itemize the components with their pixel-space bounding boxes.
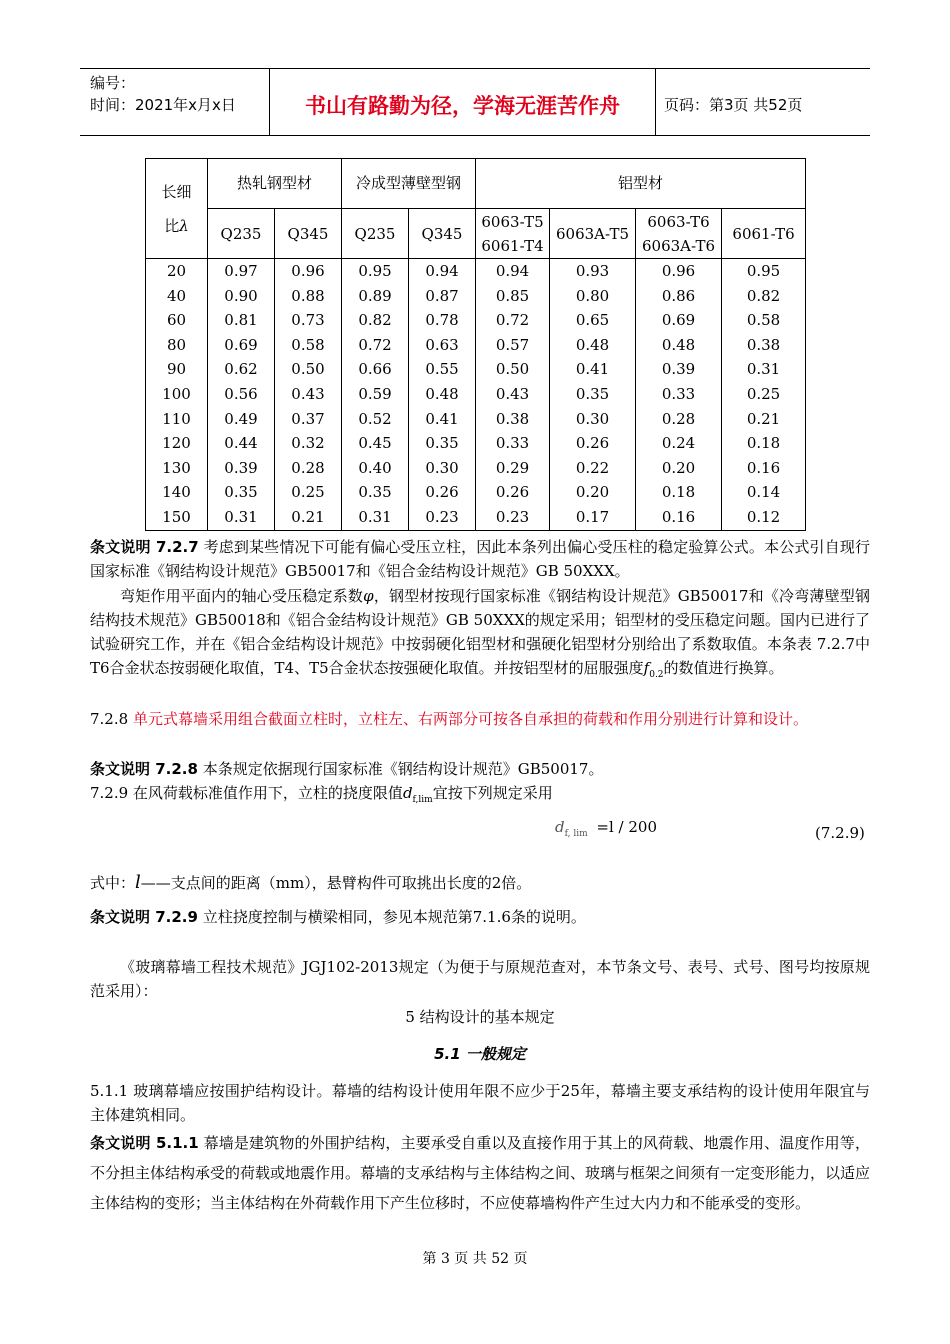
table-body <box>146 259 806 531</box>
formula-number: (7.2.9) <box>815 824 865 842</box>
clause-number-7-2-8: 7.2.8 <box>90 710 129 728</box>
value-cell: 0.33 <box>476 431 550 456</box>
value-cell: 0.65 <box>550 308 636 333</box>
value-cell: 0.50 <box>476 357 550 382</box>
value-cell: 0.90 <box>208 284 275 309</box>
lambda-cell: 140 <box>146 480 208 505</box>
sub-header-2 <box>342 209 409 259</box>
value-cell: 0.72 <box>476 308 550 333</box>
header-slenderness <box>146 159 208 259</box>
paragraph-phi <box>90 584 870 687</box>
d-symbol: d <box>402 784 413 802</box>
value-cell: 0.20 <box>636 456 722 481</box>
value-cell: 0.16 <box>636 505 722 530</box>
value-cell: 0.55 <box>409 357 476 382</box>
value-cell: 0.96 <box>275 259 342 284</box>
lambda-cell: 40 <box>146 284 208 309</box>
note-label-7-2-9: 条文说明 7.2.9 <box>90 908 198 926</box>
value-cell: 0.35 <box>550 382 636 407</box>
value-cell: 0.32 <box>275 431 342 456</box>
paragraph-7-2-8-note <box>90 757 870 781</box>
value-cell: 0.28 <box>636 407 722 432</box>
lambda-cell: 130 <box>146 456 208 481</box>
value-cell: 0.62 <box>208 357 275 382</box>
value-cell: 0.69 <box>636 308 722 333</box>
f-symbol: f <box>643 659 650 677</box>
sub-header-7 <box>722 209 806 259</box>
value-cell: 0.95 <box>722 259 806 284</box>
clause-text-7-2-9b: 宜按下列规定采用 <box>432 784 553 802</box>
header-meta <box>90 72 236 116</box>
clause-5-1-1: 5.1.1 玻璃幕墙应按围护结构设计。幕墙的结构设计使用年限不应少于25年，幕墙主要支承结构的设计使用年限宜与主体建筑相同。 <box>90 1082 870 1124</box>
value-cell: 0.14 <box>722 480 806 505</box>
value-cell: 0.93 <box>550 259 636 284</box>
value-cell: 0.52 <box>342 407 409 432</box>
value-cell: 0.41 <box>550 357 636 382</box>
paragraph-7-2-7-note <box>90 535 870 583</box>
value-cell: 0.31 <box>722 357 806 382</box>
formula-7-2-9 <box>555 818 657 839</box>
value-cell: 0.81 <box>208 308 275 333</box>
header-time: 时间：2021年x月x日 <box>90 96 236 114</box>
sub-header-5 <box>550 209 636 259</box>
section-heading-5-1: 5.1 一般规定 <box>434 1045 526 1063</box>
value-cell: 0.16 <box>722 456 806 481</box>
value-cell: 0.38 <box>476 407 550 432</box>
value-cell: 0.78 <box>409 308 476 333</box>
header-slenderness-line1: 长细 <box>161 182 192 201</box>
value-cell: 0.20 <box>550 480 636 505</box>
lambda-cell: 150 <box>146 505 208 530</box>
formula-subscript: f, lim <box>564 829 588 839</box>
sub-header-3 <box>409 209 476 259</box>
footer-page-number: 第 3 页 共 52 页 <box>422 1251 528 1267</box>
value-cell: 0.28 <box>275 456 342 481</box>
paragraph-jgj102: 《玻璃幕墙工程技术规范》JGJ102-2013规定（为便于与原规范查对，本节条文号、表号、式号、图号均按原规范采用）： <box>90 958 870 1000</box>
f-subscript: 0.2 <box>649 670 664 680</box>
note-text-7-2-7: 考虑到某些情况下可能有偏心受压立柱，因此本条列出偏心受压柱的稳定验算公式。本公式引自现行国家标准《钢结构设计规范》GB50017和《铝合金结构设计规范》GB 50XXX。 <box>90 538 870 580</box>
value-cell: 0.33 <box>636 382 722 407</box>
value-cell: 0.58 <box>275 333 342 358</box>
value-cell: 0.50 <box>275 357 342 382</box>
paragraph-7-2-9-note <box>90 905 870 929</box>
value-cell: 0.58 <box>722 308 806 333</box>
value-cell: 0.21 <box>722 407 806 432</box>
value-cell: 0.59 <box>342 382 409 407</box>
value-cell: 0.97 <box>208 259 275 284</box>
header-cold-formed: 冷成型薄壁型钢 <box>342 159 476 209</box>
sub-header-line2: 6063A-T6 <box>641 236 716 255</box>
sub-header-0 <box>208 209 275 259</box>
table-row <box>146 456 806 481</box>
value-cell: 0.85 <box>476 284 550 309</box>
lambda-symbol: λ <box>179 216 189 235</box>
formula-d: d <box>555 818 565 836</box>
lambda-cell: 80 <box>146 333 208 358</box>
value-cell: 0.80 <box>550 284 636 309</box>
lambda-cell: 120 <box>146 431 208 456</box>
value-cell: 0.18 <box>722 431 806 456</box>
value-cell: 0.82 <box>722 284 806 309</box>
l-symbol: l <box>135 872 141 893</box>
value-cell: 0.21 <box>275 505 342 530</box>
value-cell: 0.41 <box>409 407 476 432</box>
value-cell: 0.45 <box>342 431 409 456</box>
value-cell: 0.43 <box>275 382 342 407</box>
sub-header-line1: Q345 <box>421 224 463 243</box>
value-cell: 0.63 <box>409 333 476 358</box>
value-cell: 0.37 <box>275 407 342 432</box>
value-cell: 0.44 <box>208 431 275 456</box>
phi-symbol: φ <box>363 587 374 605</box>
note-label-7-2-7: 条文说明 7.2.7 <box>90 538 199 556</box>
header-page-number: 页码：第3页 共52页 <box>664 96 803 114</box>
value-cell: 0.94 <box>476 259 550 284</box>
value-cell: 0.87 <box>409 284 476 309</box>
sub-header-row <box>146 209 806 259</box>
table-row <box>146 333 806 358</box>
sub-header-line1: Q235 <box>354 224 396 243</box>
phi-text-c: 的数值进行换算。 <box>663 659 784 677</box>
header-divider-right <box>655 68 656 135</box>
formula-where: 式中： <box>90 874 136 892</box>
sub-header-1 <box>275 209 342 259</box>
lambda-cell: 110 <box>146 407 208 432</box>
d-subscript: f,lim <box>412 795 433 805</box>
value-cell: 0.38 <box>722 333 806 358</box>
phi-text-a: 弯矩作用平面内的轴心受压稳定系数 <box>120 587 364 605</box>
value-cell: 0.94 <box>409 259 476 284</box>
formula-rhs: =l / 200 <box>596 818 658 836</box>
table-row <box>146 505 806 530</box>
value-cell: 0.25 <box>722 382 806 407</box>
value-cell: 0.57 <box>476 333 550 358</box>
sub-header-line2: 6061-T4 <box>481 236 544 255</box>
clause-7-2-9 <box>90 781 870 812</box>
value-cell: 0.31 <box>208 505 275 530</box>
note-text-7-2-9: 立柱挠度控制与横梁相同，参见本规范第7.1.6条的说明。 <box>202 908 586 926</box>
value-cell: 0.12 <box>722 505 806 530</box>
value-cell: 0.48 <box>636 333 722 358</box>
sub-header-line1: 6061-T6 <box>732 224 795 243</box>
header-aluminum: 铝型材 <box>476 159 806 209</box>
table-row <box>146 259 806 284</box>
header-number: 编号： <box>90 74 136 92</box>
value-cell: 0.66 <box>342 357 409 382</box>
value-cell: 0.39 <box>636 357 722 382</box>
sub-header-4 <box>476 209 550 259</box>
value-cell: 0.23 <box>476 505 550 530</box>
sub-header-line1: 6063A-T5 <box>555 224 630 243</box>
value-cell: 0.18 <box>636 480 722 505</box>
value-cell: 0.56 <box>208 382 275 407</box>
value-cell: 0.30 <box>409 456 476 481</box>
value-cell: 0.43 <box>476 382 550 407</box>
stability-coefficient-table <box>145 158 806 531</box>
formula-explanation <box>90 871 870 895</box>
value-cell: 0.72 <box>342 333 409 358</box>
lambda-cell: 20 <box>146 259 208 284</box>
sub-header-line1: Q345 <box>287 224 329 243</box>
section-heading-5: 5 结构设计的基本规定 <box>405 1008 555 1026</box>
value-cell: 0.73 <box>275 308 342 333</box>
value-cell: 0.40 <box>342 456 409 481</box>
value-cell: 0.35 <box>208 480 275 505</box>
header-hot-rolled: 热轧钢型材 <box>208 159 342 209</box>
value-cell: 0.26 <box>476 480 550 505</box>
value-cell: 0.39 <box>208 456 275 481</box>
phi-text-b: ，钢型材按现行国家标准《钢结构设计规范》GB50017和《冷弯薄壁型钢结构技术规范》GB50018和《铝合金结构设计规范》GB 50XXX的规定采用；铝型材的受压稳定问题。国内已进行了试验研究工作，并在《铝合金结构设计规范》中按弱硬化铝型材和强硬化铝型材分别给出了系数取值。本条表 7.2.7中T6合金状态按弱硬化取值，T4、T5合金状态按强硬化取值。并按铝型材的屈服强度 <box>90 587 870 677</box>
sub-header-line1: Q235 <box>220 224 262 243</box>
value-cell: 0.29 <box>476 456 550 481</box>
lambda-cell: 100 <box>146 382 208 407</box>
lambda-cell: 90 <box>146 357 208 382</box>
note-label-7-2-8: 条文说明 7.2.8 <box>90 760 198 778</box>
value-cell: 0.49 <box>208 407 275 432</box>
lambda-cell: 60 <box>146 308 208 333</box>
value-cell: 0.89 <box>342 284 409 309</box>
value-cell: 0.23 <box>409 505 476 530</box>
table-row <box>146 284 806 309</box>
table-row <box>146 357 806 382</box>
value-cell: 0.69 <box>208 333 275 358</box>
value-cell: 0.48 <box>550 333 636 358</box>
table-row <box>146 308 806 333</box>
sub-header-6 <box>636 209 722 259</box>
table-row <box>146 407 806 432</box>
value-cell: 0.95 <box>342 259 409 284</box>
header-top-rule <box>80 68 870 69</box>
header-motto: 书山有路勤为径，学海无涯苦作舟 <box>305 94 620 118</box>
table-row <box>146 382 806 407</box>
value-cell: 0.96 <box>636 259 722 284</box>
value-cell: 0.86 <box>636 284 722 309</box>
header-bottom-rule <box>80 135 870 136</box>
value-cell: 0.48 <box>409 382 476 407</box>
value-cell: 0.22 <box>550 456 636 481</box>
clause-text-7-2-9a: 7.2.9 在风荷载标准值作用下，立柱的挠度限值 <box>90 784 403 802</box>
sub-header-line1: 6063-T5 <box>481 212 544 231</box>
note-text-7-2-8: 本条规定依据现行国家标准《钢结构设计规范》GB50017。 <box>202 760 604 778</box>
value-cell: 0.25 <box>275 480 342 505</box>
header-slenderness-line2: 比 <box>164 216 180 235</box>
value-cell: 0.88 <box>275 284 342 309</box>
table-row <box>146 480 806 505</box>
paragraph-5-1-1-note <box>90 1128 870 1218</box>
sub-header-line1: 6063-T6 <box>647 212 710 231</box>
value-cell: 0.82 <box>342 308 409 333</box>
value-cell: 0.26 <box>550 431 636 456</box>
table-row <box>146 431 806 456</box>
formula-explanation-text: ——支点间的距离（mm），悬臂构件可取挑出长度的2倍。 <box>140 874 532 892</box>
note-text-5-1-1: 幕墙是建筑物的外围护结构，主要承受自重以及直接作用于其上的风荷载、地震作用、温度作用等，不分担主体结构承受的荷载或地震作用。幕墙的支承结构与主体结构之间、玻璃与框架之间须有一定变形能力，以适应主体结构的变形；当主体结构在外荷载作用下产生位移时，不应使幕墙构件产生过大内力和不能承受的变形。 <box>90 1134 871 1212</box>
value-cell: 0.26 <box>409 480 476 505</box>
value-cell: 0.17 <box>550 505 636 530</box>
value-cell: 0.24 <box>636 431 722 456</box>
note-label-5-1-1: 条文说明 5.1.1 <box>90 1134 199 1152</box>
value-cell: 0.31 <box>342 505 409 530</box>
value-cell: 0.35 <box>342 480 409 505</box>
clause-7-2-8 <box>90 707 870 731</box>
value-cell: 0.35 <box>409 431 476 456</box>
clause-text-7-2-8: 单元式幕墙采用组合截面立柱时，立柱左、右两部分可按各自承担的荷载和作用分别进行计算和设计。 <box>132 710 808 728</box>
value-cell: 0.30 <box>550 407 636 432</box>
